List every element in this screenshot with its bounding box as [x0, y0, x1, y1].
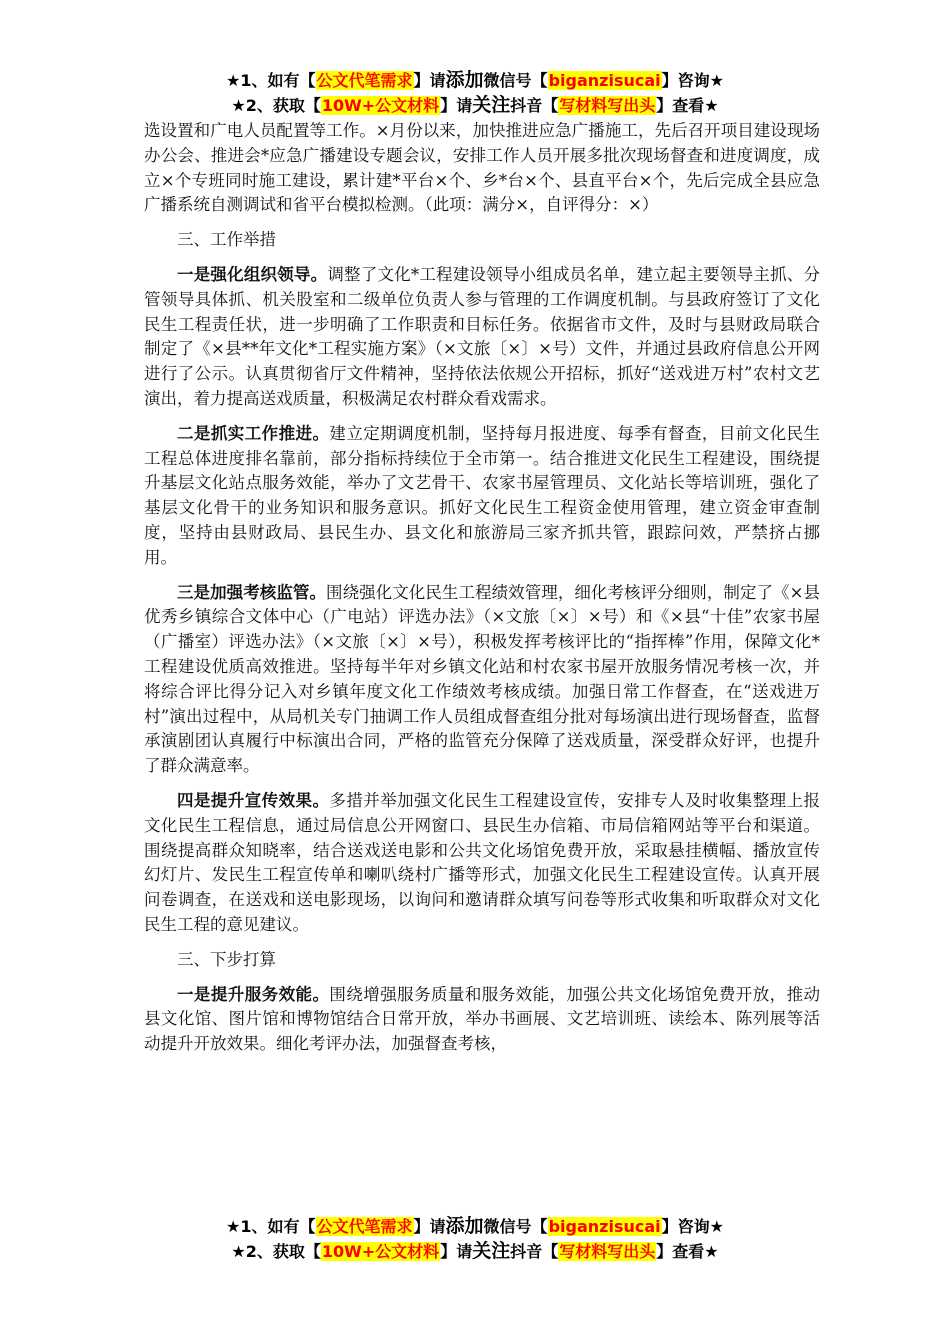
highlight-wechat-id: biganzisucai [548, 1217, 661, 1236]
banner-line-1: ★1、如有【公文代笔需求】请添加微信号【biganzisucai】咨询★ [226, 1215, 724, 1237]
highlight-service: 公文代笔需求 [316, 71, 413, 90]
paragraph-supervision: 三是加强考核监管。围绕强化文化民生工程绩效管理，细化考核评分细则，制定了《×县优秀乡镇综合文体中心（广电站）评选办法》（×文旅〔×〕×号）和《×县“十佳”农家书屋（广播室）评选办法》（×文旅〔×〕×号），积极发挥考核评比的“指挥棒”作用，保障文化*工程建设优质高效推进。坚持每半年对乡镇文化站和村农家书屋开放服务情况考核一次，并将综合评比得分记入对乡镇年度文化工作绩效考核成绩。加强日常工作督查，在“送戏进万村”演出过程中，从局机关专门抽调工作人员组成督查组分批对每场演出进行现场督查，监督承演剧团认真履行中标演出合同，严格的监管充分保障了送戏质量，深受群众好评，也提升了群众满意率。 [144, 582, 820, 776]
paragraph-lead: 二是抓实工作推进。 [177, 423, 330, 443]
highlight-wechat-id: biganzisucai [548, 71, 661, 90]
highlight-materials: 10W+公文材料 [321, 1242, 440, 1261]
highlight-douyin: 写材料写出头 [559, 1242, 656, 1261]
document-body [144, 119, 820, 1067]
paragraph-organization: 一是强化组织领导。调整了文化*工程建设领导小组成员名单，建立起主要领导主抓、分管领导具体抓、机关股室和二级单位负责人参与管理的工作调度机制。与县政府签订了文化民生工程责任状，进一步明确了工作职责和目标任务。依据省市文件，及时与县财政局联合制定了《×县**年文化*工程实施方案》（×文旅〔×〕×号）文件，并通过县政府信息公开网进行了公示。认真贯彻省厅文件精神，坚持依法依规公开招标，抓好“送戏进万村”农村文艺演出，着力提高送戏质量，积极满足农村群众看戏需求。 [144, 264, 821, 408]
banner-line-2: ★2、获取【10W+公文材料】请关注抖音【写材料写出头】查看★ [231, 1240, 719, 1262]
paragraph-lead: 三是加强考核监管。 [177, 582, 327, 602]
paragraph-progress: 二是抓实工作推进。建立定期调度机制，坚持每月报进度、每季有督查，目前文化民生工程总体进度排名靠前，部分指标持续位于全市第一。结合推进文化民生工程建设，围绕提升基层文化站点服务效能，举办了文艺骨干、农家书屋管理员、文化站长等培训班，强化了基层文化骨干的业务知识和服务意识。抓好文化民生工程资金使用管理，建立资金审查制度，坚持由县财政局、县民生办、县文化和旅游局三家齐抓共管，跟踪问效，严禁挤占挪用。 [144, 423, 821, 567]
banner-line-1: ★1、如有【公文代笔需求】请添加微信号【biganzisucai】咨询★ [226, 69, 724, 91]
paragraph-continued: 选设置和广电人员配置等工作。×月份以来，加快推进应急广播施工，先后召开项目建设现场办公会、推进会*应急广播建设专题会议，安排工作人员开展多批次现场督查和进度调度，成立×个专班同时施工建设，累计建*平台×个、乡*台×个、县直平台×个，先后完成全县应急广播系统自测调试和省平台模拟检测。（此项：满分×，自评得分：×） [144, 121, 820, 215]
footer-banner [0, 1214, 950, 1264]
section-heading-measures: 三、工作举措 [177, 230, 276, 250]
header-banner [0, 68, 950, 118]
paragraph-lead: 四是提升宣传效果。 [177, 790, 330, 810]
highlight-douyin: 写材料写出头 [559, 96, 656, 115]
highlight-materials: 10W+公文材料 [321, 96, 440, 115]
paragraph-service: 一是提升服务效能。围绕增强服务质量和服务效能，加强公共文化场馆免费开放，推动县文化馆、图片馆和博物馆结合日常开放，举办书画展、文艺培训班、读绘本、陈列展等活动提升开放效果。细化考评办法，加强督查考核， [144, 984, 821, 1054]
paragraph-publicity: 四是提升宣传效果。多措并举加强文化民生工程建设宣传，安排专人及时收集整理上报文化民生工程信息，通过局信息公开网窗口、县民生办信箱、市局信箱网站等平台和渠道。围绕提高群众知晓率，结合送戏送电影和公共文化场馆免费开放，采取悬挂横幅、播放宣传幻灯片、发民生工程宣传单和喇叭绕村广播等形式，加强文化民生工程建设宣传。认真开展问卷调查，在送戏和送电影现场，以询问和邀请群众填写问卷等形式收集和听取群众对文化民生工程的意见建议。 [144, 790, 821, 934]
paragraph-lead: 一是强化组织领导。 [177, 264, 328, 284]
paragraph-lead: 一是提升服务效能。 [177, 984, 330, 1004]
highlight-service: 公文代笔需求 [316, 1217, 413, 1236]
section-heading-next-steps: 三、下步打算 [177, 949, 276, 969]
banner-line-2: ★2、获取【10W+公文材料】请关注抖音【写材料写出头】查看★ [231, 94, 719, 116]
